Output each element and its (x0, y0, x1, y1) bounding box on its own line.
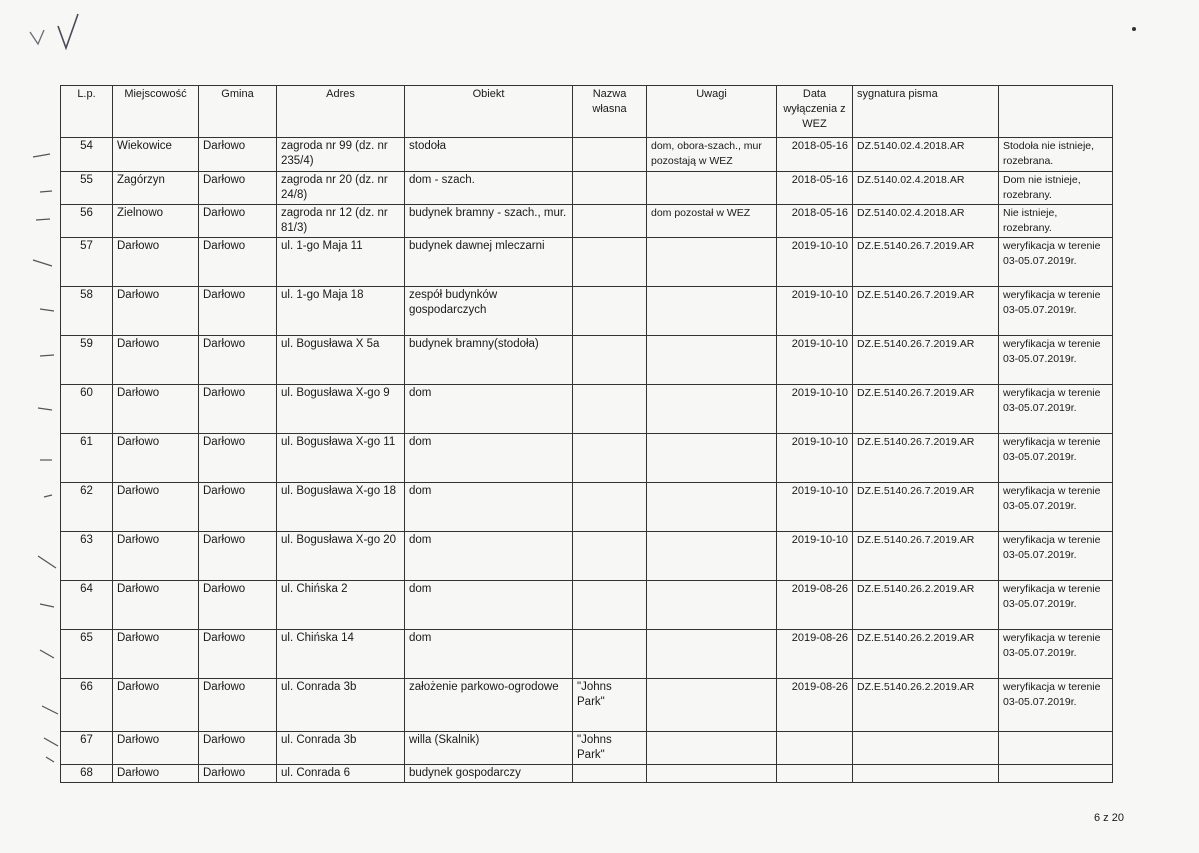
table-row (61, 630, 1113, 679)
cell-adres: zagroda nr 20 (dz. nr 24/8) (277, 172, 405, 205)
cell-note: weryfikacja w terenie 03-05.07.2019r. (999, 287, 1113, 336)
cell-lp: 67 (61, 732, 113, 765)
cell-sygnatura: DZ.E.5140.26.2.2019.AR (853, 581, 999, 630)
cell-miejscowosc: Darłowo (113, 630, 199, 679)
cell-adres: zagroda nr 99 (dz. nr 235/4) (277, 138, 405, 172)
cell-gmina: Darłowo (199, 581, 277, 630)
cell-obiekt: stodoła (405, 138, 573, 172)
cell-gmina: Darłowo (199, 385, 277, 434)
cell-nazwa-wlasna (573, 287, 647, 336)
cell-miejscowosc: Wiekowice (113, 138, 199, 172)
cell-uwagi (647, 238, 777, 287)
cell-uwagi (647, 679, 777, 732)
cell-uwagi (647, 483, 777, 532)
cell-data: 2018-05-16 (777, 138, 853, 172)
table-row (61, 732, 1113, 765)
cell-sygnatura: DZ.E.5140.26.7.2019.AR (853, 385, 999, 434)
cell-obiekt: założenie parkowo-ogrodowe (405, 679, 573, 732)
cell-obiekt: dom (405, 483, 573, 532)
cell-lp: 65 (61, 630, 113, 679)
cell-obiekt: dom - szach. (405, 172, 573, 205)
table-row (61, 483, 1113, 532)
table-row (61, 385, 1113, 434)
cell-nazwa-wlasna: "Johns Park" (573, 732, 647, 765)
cell-sygnatura: DZ.E.5140.26.7.2019.AR (853, 336, 999, 385)
cell-adres: ul. 1-go Maja 11 (277, 238, 405, 287)
cell-sygnatura (853, 765, 999, 783)
cell-adres: ul. Conrada 6 (277, 765, 405, 783)
cell-obiekt: budynek bramny(stodoła) (405, 336, 573, 385)
cell-miejscowosc: Darłowo (113, 732, 199, 765)
cell-nazwa-wlasna (573, 434, 647, 483)
cell-adres: ul. Bogusława X-go 18 (277, 483, 405, 532)
cell-uwagi (647, 287, 777, 336)
table-row (61, 287, 1113, 336)
table-row (61, 434, 1113, 483)
cell-gmina: Darłowo (199, 765, 277, 783)
cell-data (777, 765, 853, 783)
header-gmina: Gmina (199, 86, 277, 138)
cell-nazwa-wlasna (573, 336, 647, 385)
cell-nazwa-wlasna (573, 172, 647, 205)
cell-lp: 61 (61, 434, 113, 483)
cell-data: 2019-08-26 (777, 679, 853, 732)
cell-nazwa-wlasna (573, 205, 647, 238)
cell-lp: 68 (61, 765, 113, 783)
cell-note: weryfikacja w terenie 03-05.07.2019r. (999, 483, 1113, 532)
cell-note: weryfikacja w terenie 03-05.07.2019r. (999, 679, 1113, 732)
cell-uwagi: dom pozostał w WEZ (647, 205, 777, 238)
cell-adres: ul. Chińska 2 (277, 581, 405, 630)
cell-gmina: Darłowo (199, 287, 277, 336)
cell-obiekt: zespół budynków gospodarczych (405, 287, 573, 336)
cell-uwagi (647, 532, 777, 581)
header-data: Data wyłączenia z WEZ (777, 86, 853, 138)
cell-nazwa-wlasna: "Johns Park" (573, 679, 647, 732)
cell-gmina: Darłowo (199, 238, 277, 287)
cell-sygnatura: DZ.E.5140.26.7.2019.AR (853, 287, 999, 336)
cell-lp: 62 (61, 483, 113, 532)
table-row (61, 765, 1113, 783)
cell-note: weryfikacja w terenie 03-05.07.2019r. (999, 581, 1113, 630)
cell-sygnatura: DZ.5140.02.4.2018.AR (853, 138, 999, 172)
cell-miejscowosc: Darłowo (113, 532, 199, 581)
cell-miejscowosc: Darłowo (113, 679, 199, 732)
table-row (61, 679, 1113, 732)
cell-lp: 55 (61, 172, 113, 205)
header-sygnatura: sygnatura pisma (853, 86, 999, 138)
cell-nazwa-wlasna (573, 532, 647, 581)
cell-uwagi (647, 172, 777, 205)
cell-nazwa-wlasna (573, 238, 647, 287)
cell-sygnatura: DZ.E.5140.26.2.2019.AR (853, 630, 999, 679)
table-row (61, 336, 1113, 385)
table-row (61, 205, 1113, 238)
cell-lp: 60 (61, 385, 113, 434)
cell-data: 2019-10-10 (777, 532, 853, 581)
cell-sygnatura: DZ.E.5140.26.7.2019.AR (853, 532, 999, 581)
cell-adres: ul. 1-go Maja 18 (277, 287, 405, 336)
cell-uwagi (647, 732, 777, 765)
table-row (61, 138, 1113, 172)
cell-gmina: Darłowo (199, 732, 277, 765)
cell-note: weryfikacja w terenie 03-05.07.2019r. (999, 434, 1113, 483)
cell-nazwa-wlasna (573, 385, 647, 434)
header-row (61, 86, 1113, 138)
cell-data: 2019-10-10 (777, 287, 853, 336)
cell-data: 2019-08-26 (777, 630, 853, 679)
cell-lp: 57 (61, 238, 113, 287)
cell-data: 2018-05-16 (777, 172, 853, 205)
cell-gmina: Darłowo (199, 679, 277, 732)
cell-sygnatura: DZ.E.5140.26.2.2019.AR (853, 679, 999, 732)
cell-nazwa-wlasna (573, 138, 647, 172)
cell-miejscowosc: Darłowo (113, 581, 199, 630)
cell-obiekt: dom (405, 630, 573, 679)
cell-gmina: Darłowo (199, 205, 277, 238)
cell-lp: 63 (61, 532, 113, 581)
cell-sygnatura: DZ.E.5140.26.7.2019.AR (853, 238, 999, 287)
cell-obiekt: budynek dawnej mleczarni (405, 238, 573, 287)
cell-lp: 56 (61, 205, 113, 238)
cell-adres: ul. Bogusława X-go 20 (277, 532, 405, 581)
cell-uwagi (647, 434, 777, 483)
cell-gmina: Darłowo (199, 532, 277, 581)
cell-note (999, 732, 1113, 765)
cell-uwagi (647, 385, 777, 434)
cell-nazwa-wlasna (573, 483, 647, 532)
cell-note: weryfikacja w terenie 03-05.07.2019r. (999, 630, 1113, 679)
table-row (61, 172, 1113, 205)
header-obiekt: Obiekt (405, 86, 573, 138)
cell-uwagi (647, 630, 777, 679)
cell-lp: 54 (61, 138, 113, 172)
cell-adres: ul. Chińska 14 (277, 630, 405, 679)
cell-adres: ul. Bogusława X 5a (277, 336, 405, 385)
cell-lp: 58 (61, 287, 113, 336)
cell-miejscowosc: Zielnowo (113, 205, 199, 238)
scan-dot (1132, 27, 1136, 31)
cell-data: 2019-08-26 (777, 581, 853, 630)
cell-sygnatura: DZ.E.5140.26.7.2019.AR (853, 434, 999, 483)
header-nazwa-wlasna: Nazwa własna (573, 86, 647, 138)
cell-miejscowosc: Darłowo (113, 765, 199, 783)
cell-note (999, 765, 1113, 783)
register-table (60, 85, 1113, 783)
table-row (61, 238, 1113, 287)
cell-miejscowosc: Darłowo (113, 336, 199, 385)
cell-uwagi (647, 765, 777, 783)
header-miejscowosc: Miejscowość (113, 86, 199, 138)
header-blank (999, 86, 1113, 138)
cell-obiekt: dom (405, 532, 573, 581)
cell-nazwa-wlasna (573, 581, 647, 630)
cell-data: 2019-10-10 (777, 238, 853, 287)
cell-data: 2019-10-10 (777, 483, 853, 532)
cell-obiekt: budynek gospodarczy (405, 765, 573, 783)
cell-miejscowosc: Darłowo (113, 483, 199, 532)
cell-obiekt: budynek bramny - szach., mur. (405, 205, 573, 238)
cell-adres: ul. Conrada 3b (277, 732, 405, 765)
cell-lp: 64 (61, 581, 113, 630)
cell-uwagi: dom, obora-szach., mur pozostają w WEZ (647, 138, 777, 172)
cell-uwagi (647, 581, 777, 630)
cell-miejscowosc: Zagórzyn (113, 172, 199, 205)
cell-note: weryfikacja w terenie 03-05.07.2019r. (999, 385, 1113, 434)
cell-adres: ul. Bogusława X-go 9 (277, 385, 405, 434)
cell-miejscowosc: Darłowo (113, 287, 199, 336)
page-number: 6 z 20 (1094, 812, 1124, 824)
cell-sygnatura: DZ.5140.02.4.2018.AR (853, 205, 999, 238)
cell-obiekt: willa (Skalnik) (405, 732, 573, 765)
cell-lp: 66 (61, 679, 113, 732)
cell-adres: ul. Conrada 3b (277, 679, 405, 732)
cell-nazwa-wlasna (573, 765, 647, 783)
cell-gmina: Darłowo (199, 172, 277, 205)
header-adres: Adres (277, 86, 405, 138)
cell-note: weryfikacja w terenie 03-05.07.2019r. (999, 238, 1113, 287)
table-row (61, 532, 1113, 581)
cell-note: Stodoła nie istnieje, rozebrana. (999, 138, 1113, 172)
cell-adres: ul. Bogusława X-go 11 (277, 434, 405, 483)
cell-gmina: Darłowo (199, 434, 277, 483)
cell-obiekt: dom (405, 385, 573, 434)
header-uwagi: Uwagi (647, 86, 777, 138)
cell-note: weryfikacja w terenie 03-05.07.2019r. (999, 532, 1113, 581)
cell-data: 2019-10-10 (777, 336, 853, 385)
cell-sygnatura (853, 732, 999, 765)
cell-uwagi (647, 336, 777, 385)
cell-sygnatura: DZ.E.5140.26.7.2019.AR (853, 483, 999, 532)
cell-gmina: Darłowo (199, 336, 277, 385)
cell-gmina: Darłowo (199, 138, 277, 172)
cell-lp: 59 (61, 336, 113, 385)
cell-gmina: Darłowo (199, 483, 277, 532)
cell-note: weryfikacja w terenie 03-05.07.2019r. (999, 336, 1113, 385)
cell-miejscowosc: Darłowo (113, 434, 199, 483)
cell-obiekt: dom (405, 434, 573, 483)
cell-miejscowosc: Darłowo (113, 238, 199, 287)
cell-data: 2019-10-10 (777, 434, 853, 483)
cell-nazwa-wlasna (573, 630, 647, 679)
cell-note: Dom nie istnieje, rozebrany. (999, 172, 1113, 205)
cell-sygnatura: DZ.5140.02.4.2018.AR (853, 172, 999, 205)
cell-miejscowosc: Darłowo (113, 385, 199, 434)
cell-adres: zagroda nr 12 (dz. nr 81/3) (277, 205, 405, 238)
cell-gmina: Darłowo (199, 630, 277, 679)
cell-data: 2019-10-10 (777, 385, 853, 434)
cell-data: 2018-05-16 (777, 205, 853, 238)
cell-obiekt: dom (405, 581, 573, 630)
table-row (61, 581, 1113, 630)
cell-note: Nie istnieje, rozebrany. (999, 205, 1113, 238)
cell-data (777, 732, 853, 765)
header-lp: L.p. (61, 86, 113, 138)
